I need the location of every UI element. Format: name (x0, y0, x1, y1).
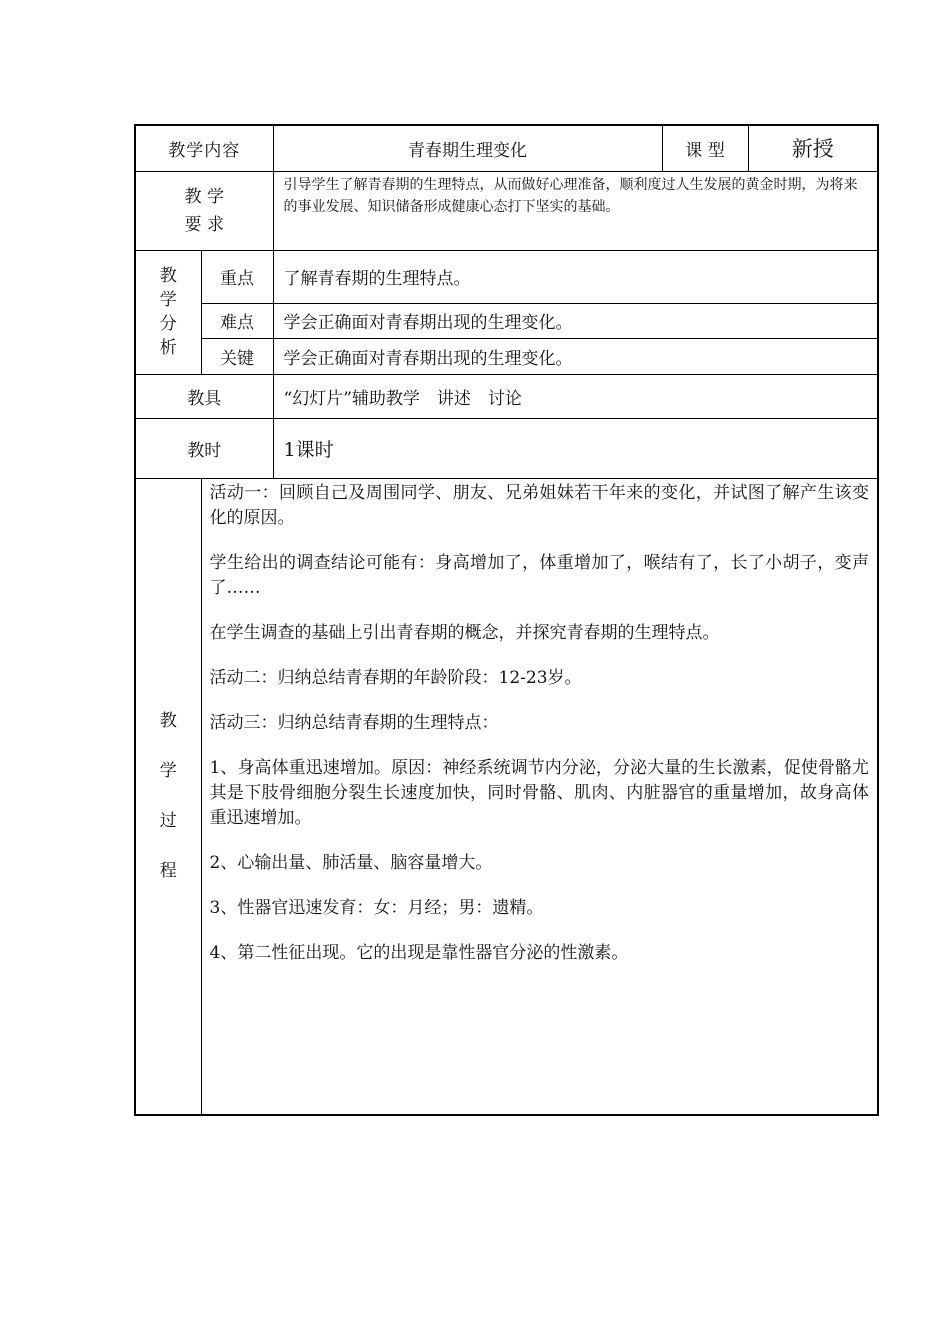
analysis-label (135, 250, 201, 374)
difficulty-label: 难点 (201, 303, 273, 338)
process-paragraph: 2、心输出量、肺活量、脑容量增大。 (209, 852, 493, 873)
process-paragraph: 4、第二性征出现。它的出现是靠性器官分泌的性激素。 (209, 942, 629, 963)
tools-label: 教具 (135, 374, 273, 418)
type-label: 课 型 (662, 125, 748, 171)
process-label-char: 学 (159, 761, 177, 782)
tools-value: “幻灯片”辅助教学 讲述 讨论 (273, 374, 878, 418)
process-paragraph: 活动三：归纳总结青春期的生理特点： (209, 712, 499, 733)
requirements-row (135, 171, 878, 250)
key-point-label: 重点 (201, 250, 273, 303)
hours-value: 1课时 (273, 418, 878, 478)
crux-value: 学会正确面对青春期出现的生理变化。 (273, 338, 878, 374)
process-paragraph: 学生给出的调查结论可能有：身高增加了，体重增加了，喉结有了，长了小胡子，变声了…… (209, 552, 869, 598)
hours-row (135, 418, 878, 478)
analysis-label-char: 析 (159, 338, 177, 358)
hours-label: 教时 (135, 418, 273, 478)
crux-label: 关键 (201, 338, 273, 374)
requirements-label (135, 171, 273, 250)
process-label-char: 过 (159, 811, 177, 832)
content-label: 教学内容 (135, 125, 273, 171)
analysis-label-char: 教 (159, 266, 177, 286)
analysis-row-difficulty (135, 303, 878, 338)
analysis-row-crux (135, 338, 878, 374)
tools-row (135, 374, 878, 418)
process-row (135, 478, 878, 1115)
process-content (201, 478, 878, 1115)
process-label-char: 教 (159, 711, 177, 732)
requirements-text: 引导学生了解青春期的生理特点，从而做好心理准备，顺利度过人生发展的黄金时期，为将来的事业发展、知识储备形成健康心态打下坚实的基础。 (273, 171, 878, 250)
difficulty-value: 学会正确面对青春期出现的生理变化。 (273, 303, 878, 338)
analysis-label-char: 分 (159, 314, 177, 334)
key-point-value: 了解青春期的生理特点。 (273, 250, 878, 303)
process-paragraph: 活动二：归纳总结青春期的年龄阶段：12-23岁。 (209, 667, 582, 688)
process-paragraph: 1、身高体重迅速增加。原因：神经系统调节内分泌，分泌大量的生长激素，促使骨骼尤其是下肢骨细胞分裂生长速度加快，同时骨骼、肌肉、内脏器官的重量增加，故身高体重迅速增加。 (209, 757, 869, 828)
process-label-char: 程 (159, 861, 177, 882)
process-paragraph: 3、性器官迅速发育：女：月经；男：遗精。 (209, 897, 544, 918)
analysis-label-char: 学 (159, 290, 177, 310)
analysis-row-key (135, 250, 878, 303)
requirements-label-line2: 要 求 (184, 214, 224, 235)
process-paragraph: 活动一：回顾自己及周围同学、朋友、兄弟姐妹若干年来的变化，并试图了解产生该变化的原因。 (209, 482, 869, 528)
header-row (135, 125, 878, 171)
type-value: 新授 (748, 125, 878, 171)
requirements-label-line1: 教 学 (184, 186, 224, 207)
process-label (135, 478, 201, 1115)
lesson-plan-table (134, 124, 879, 1116)
process-paragraph: 在学生调查的基础上引出青春期的概念，并探究青春期的生理特点。 (209, 622, 720, 643)
content-value: 青春期生理变化 (273, 125, 662, 171)
